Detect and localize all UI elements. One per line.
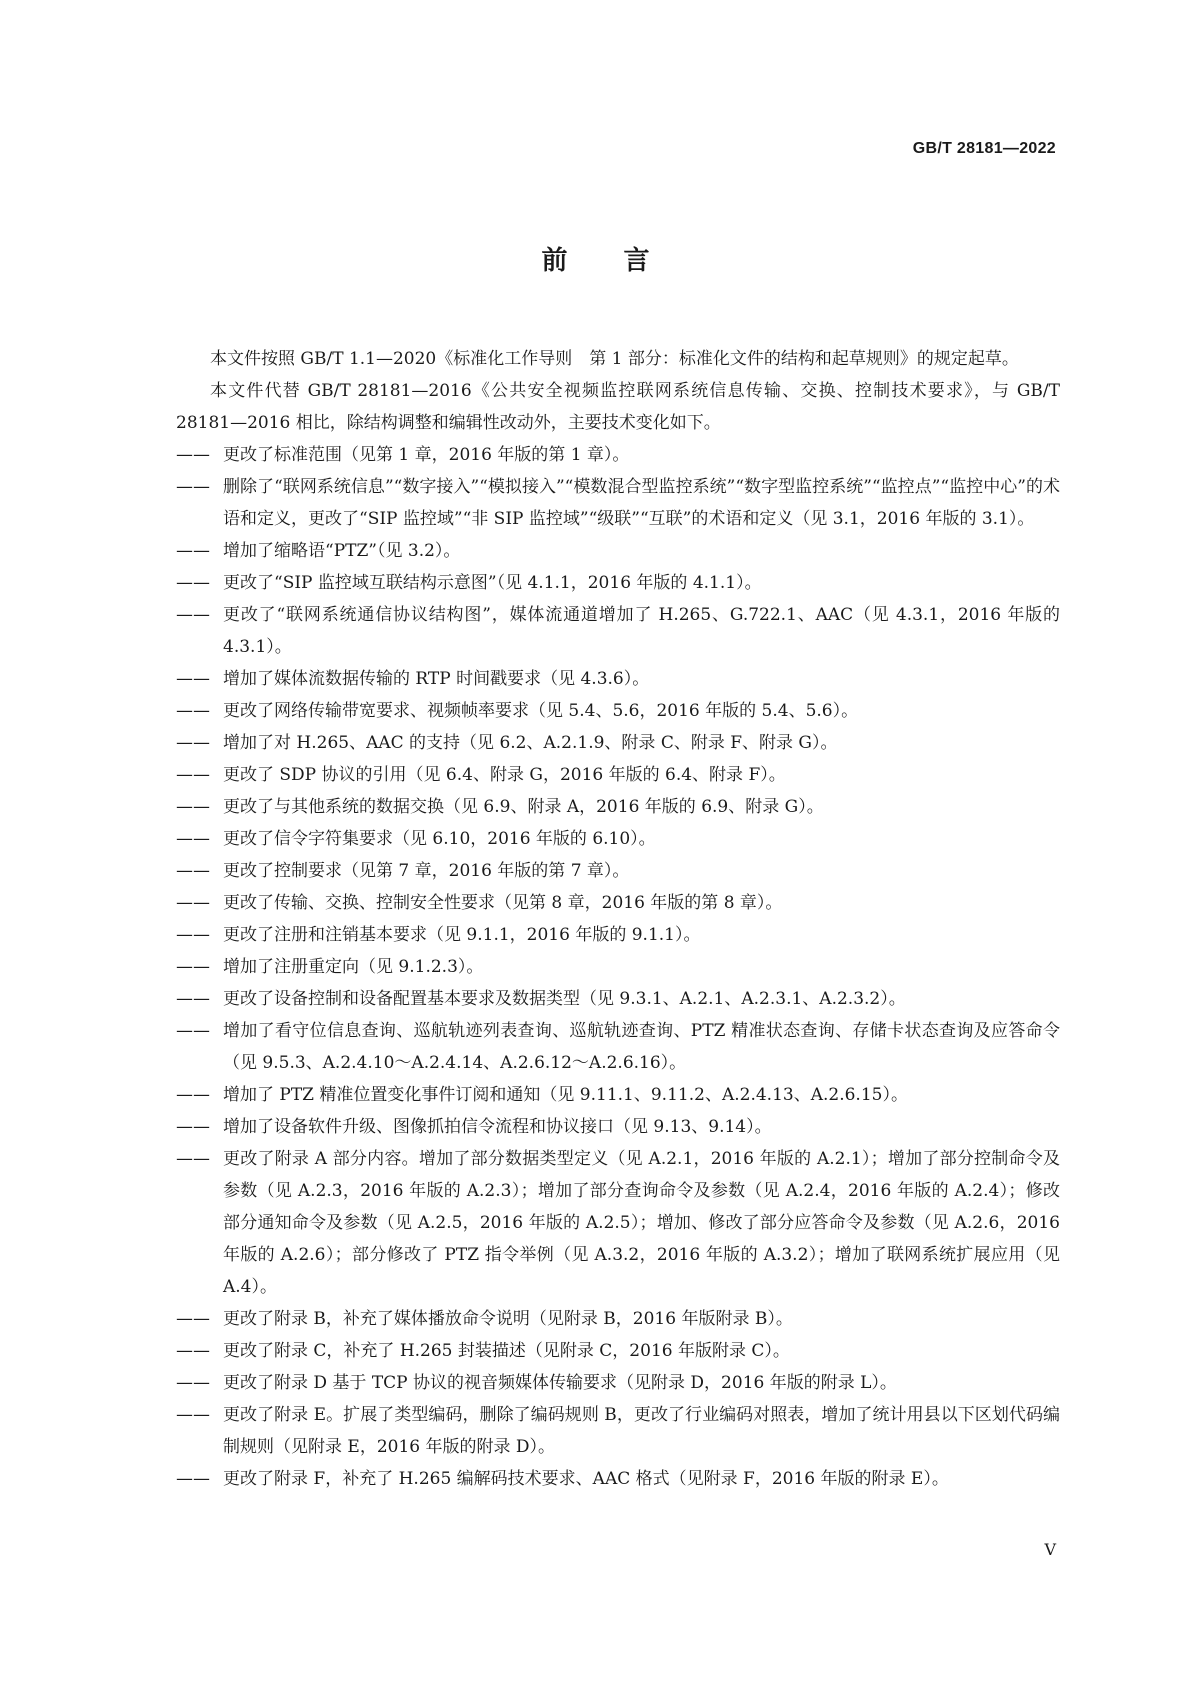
change-item <box>176 1143 1060 1303</box>
change-item <box>176 791 1060 823</box>
change-item <box>176 1367 1060 1399</box>
change-item <box>176 471 1060 535</box>
item-dash: —— <box>176 477 210 497</box>
change-item <box>176 1303 1060 1335</box>
item-dash: —— <box>176 701 210 721</box>
change-text: 更改了“联网系统通信协议结构图”，媒体流通道增加了 H.265、G.722.1、AAC（见 4.3.1，2016 年版的 4.3.1）。 <box>223 605 1060 657</box>
change-text: 更改了设备控制和设备配置基本要求及数据类型（见 9.3.1、A.2.1、A.2.3.1、A.2.3.2）。 <box>223 989 906 1009</box>
change-text: 增加了注册重定向（见 9.1.2.3）。 <box>223 957 484 977</box>
change-item <box>176 759 1060 791</box>
change-item <box>176 535 1060 567</box>
change-item <box>176 727 1060 759</box>
change-text: 增加了缩略语“PTZ”（见 3.2）。 <box>223 541 461 561</box>
item-dash: —— <box>176 1309 210 1329</box>
change-text: 更改了信令字符集要求（见 6.10，2016 年版的 6.10）。 <box>223 829 656 849</box>
change-item <box>176 1463 1060 1495</box>
change-text: 更改了注册和注销基本要求（见 9.1.1，2016 年版的 9.1.1）。 <box>223 925 701 945</box>
item-dash: —— <box>176 893 210 913</box>
change-item <box>176 983 1060 1015</box>
change-item <box>176 663 1060 695</box>
change-text: 增加了设备软件升级、图像抓拍信令流程和协议接口（见 9.13、9.14）。 <box>223 1117 772 1137</box>
item-dash: —— <box>176 765 210 785</box>
item-dash: —— <box>176 989 210 1009</box>
change-text: 更改了控制要求（见第 7 章，2016 年版的第 7 章）。 <box>223 861 630 881</box>
change-item <box>176 1079 1060 1111</box>
paragraph: 本文件按照 GB/T 1.1—2020《标准化工作导则 第 1 部分：标准化文件的结构和起草规则》的规定起草。 <box>210 349 1019 369</box>
change-item <box>176 1015 1060 1079</box>
item-dash: —— <box>176 957 210 977</box>
item-dash: —— <box>176 1021 210 1041</box>
item-dash: —— <box>176 1469 210 1489</box>
item-dash: —— <box>176 541 210 561</box>
change-text: 增加了媒体流数据传输的 RTP 时间戳要求（见 4.3.6）。 <box>223 669 650 689</box>
change-text: 更改了 SDP 协议的引用（见 6.4、附录 G，2016 年版的 6.4、附录 F）。 <box>223 765 786 785</box>
change-item <box>176 887 1060 919</box>
item-dash: —— <box>176 1149 210 1169</box>
change-text: 更改了传输、交换、控制安全性要求（见第 8 章，2016 年版的第 8 章）。 <box>223 893 783 913</box>
change-text: 更改了附录 E。扩展了类型编码，删除了编码规则 B，更改了行业编码对照表，增加了统计用县以下区划代码编制规则（见附录 E，2016 年版的附录 D）。 <box>223 1405 1060 1457</box>
change-text: 删除了“联网系统信息”“数字接入”“模拟接入”“模数混合型监控系统”“数字型监控系统”“监控点”“监控中心”的术语和定义，更改了“SIP 监控域”“非 SIP 监控域”“级联”“互联”的术语和定义（见 3.1，2016 年版的 3.1）。 <box>223 477 1060 529</box>
item-dash: —— <box>176 1341 210 1361</box>
item-dash: —— <box>176 1405 210 1425</box>
item-dash: —— <box>176 573 210 593</box>
change-text: 增加了对 H.265、AAC 的支持（见 6.2、A.2.1.9、附录 C、附录 F、附录 G）。 <box>223 733 838 753</box>
item-dash: —— <box>176 829 210 849</box>
change-text: 更改了“SIP 监控域互联结构示意图”（见 4.1.1，2016 年版的 4.1.1）。 <box>223 573 762 593</box>
change-item <box>176 567 1060 599</box>
page-number: V <box>1044 1540 1056 1559</box>
item-dash: —— <box>176 605 210 625</box>
change-text: 更改了网络传输带宽要求、视频帧率要求（见 5.4、5.6，2016 年版的 5.4、5.6）。 <box>223 701 859 721</box>
document-body <box>176 343 1060 1495</box>
change-item <box>176 1399 1060 1463</box>
item-dash: —— <box>176 797 210 817</box>
change-text: 更改了附录 D 基于 TCP 协议的视音频媒体传输要求（见附录 D，2016 年版的附录 L）。 <box>223 1373 897 1393</box>
change-item <box>176 823 1060 855</box>
page-title: 前言 <box>541 246 706 276</box>
item-dash: —— <box>176 1373 210 1393</box>
change-text: 更改了附录 F，补充了 H.265 编解码技术要求、AAC 格式（见附录 F，2016 年版的附录 E）。 <box>223 1469 949 1489</box>
item-dash: —— <box>176 1117 210 1137</box>
item-dash: —— <box>176 733 210 753</box>
change-text: 增加了看守位信息查询、巡航轨迹列表查询、巡航轨迹查询、PTZ 精准状态查询、存储卡状态查询及应答命令（见 9.5.3、A.2.4.10～A.2.4.14、A.2.6.12～A.2.6.16）。 <box>223 1021 1060 1073</box>
change-item <box>176 855 1060 887</box>
change-text: 更改了附录 B，补充了媒体播放命令说明（见附录 B，2016 年版附录 B）。 <box>223 1309 793 1329</box>
standard-number: GB/T 28181—2022 <box>912 140 1056 157</box>
change-item <box>176 919 1060 951</box>
item-dash: —— <box>176 669 210 689</box>
item-dash: —— <box>176 925 210 945</box>
change-item <box>176 951 1060 983</box>
change-text: 更改了与其他系统的数据交换（见 6.9、附录 A，2016 年版的 6.9、附录 G）。 <box>223 797 824 817</box>
item-dash: —— <box>176 861 210 881</box>
item-dash: —— <box>176 1085 210 1105</box>
change-item <box>176 439 1060 471</box>
paragraph: 本文件代替 GB/T 28181—2016《公共安全视频监控联网系统信息传输、交换、控制技术要求》，与 GB/T 28181—2016 相比，除结构调整和编辑性改动外，主要技术变化如下。 <box>176 381 1060 433</box>
change-item <box>176 1335 1060 1367</box>
change-text: 增加了 PTZ 精准位置变化事件订阅和通知（见 9.11.1、9.11.2、A.2.4.13、A.2.6.15）。 <box>223 1085 908 1105</box>
change-item <box>176 695 1060 727</box>
change-text: 更改了标准范围（见第 1 章，2016 年版的第 1 章）。 <box>223 445 630 465</box>
change-text: 更改了附录 C，补充了 H.265 封装描述（见附录 C，2016 年版附录 C）。 <box>223 1341 790 1361</box>
change-text: 更改了附录 A 部分内容。增加了部分数据类型定义（见 A.2.1，2016 年版的 A.2.1）；增加了部分控制命令及参数（见 A.2.3，2016 年版的 A.2.3）；增加了部分查询命令及参数（见 A.2.4，2016 年版的 A.2.4）；修改部分通知命令及参数（见 A.2.5，2016 年版的 A.2.5）；增加、修改了部分应答命令及参数（见 A.2.6，2016 年版的 A.2.6）；部分修改了 PTZ 指令举例（见 A.3.2，2016 年版的 A.3.2）；增加了联网系统扩展应用（见 A.4）。 <box>223 1149 1060 1297</box>
changes-list <box>176 439 1060 1495</box>
item-dash: —— <box>176 445 210 465</box>
change-item <box>176 599 1060 663</box>
change-item <box>176 1111 1060 1143</box>
